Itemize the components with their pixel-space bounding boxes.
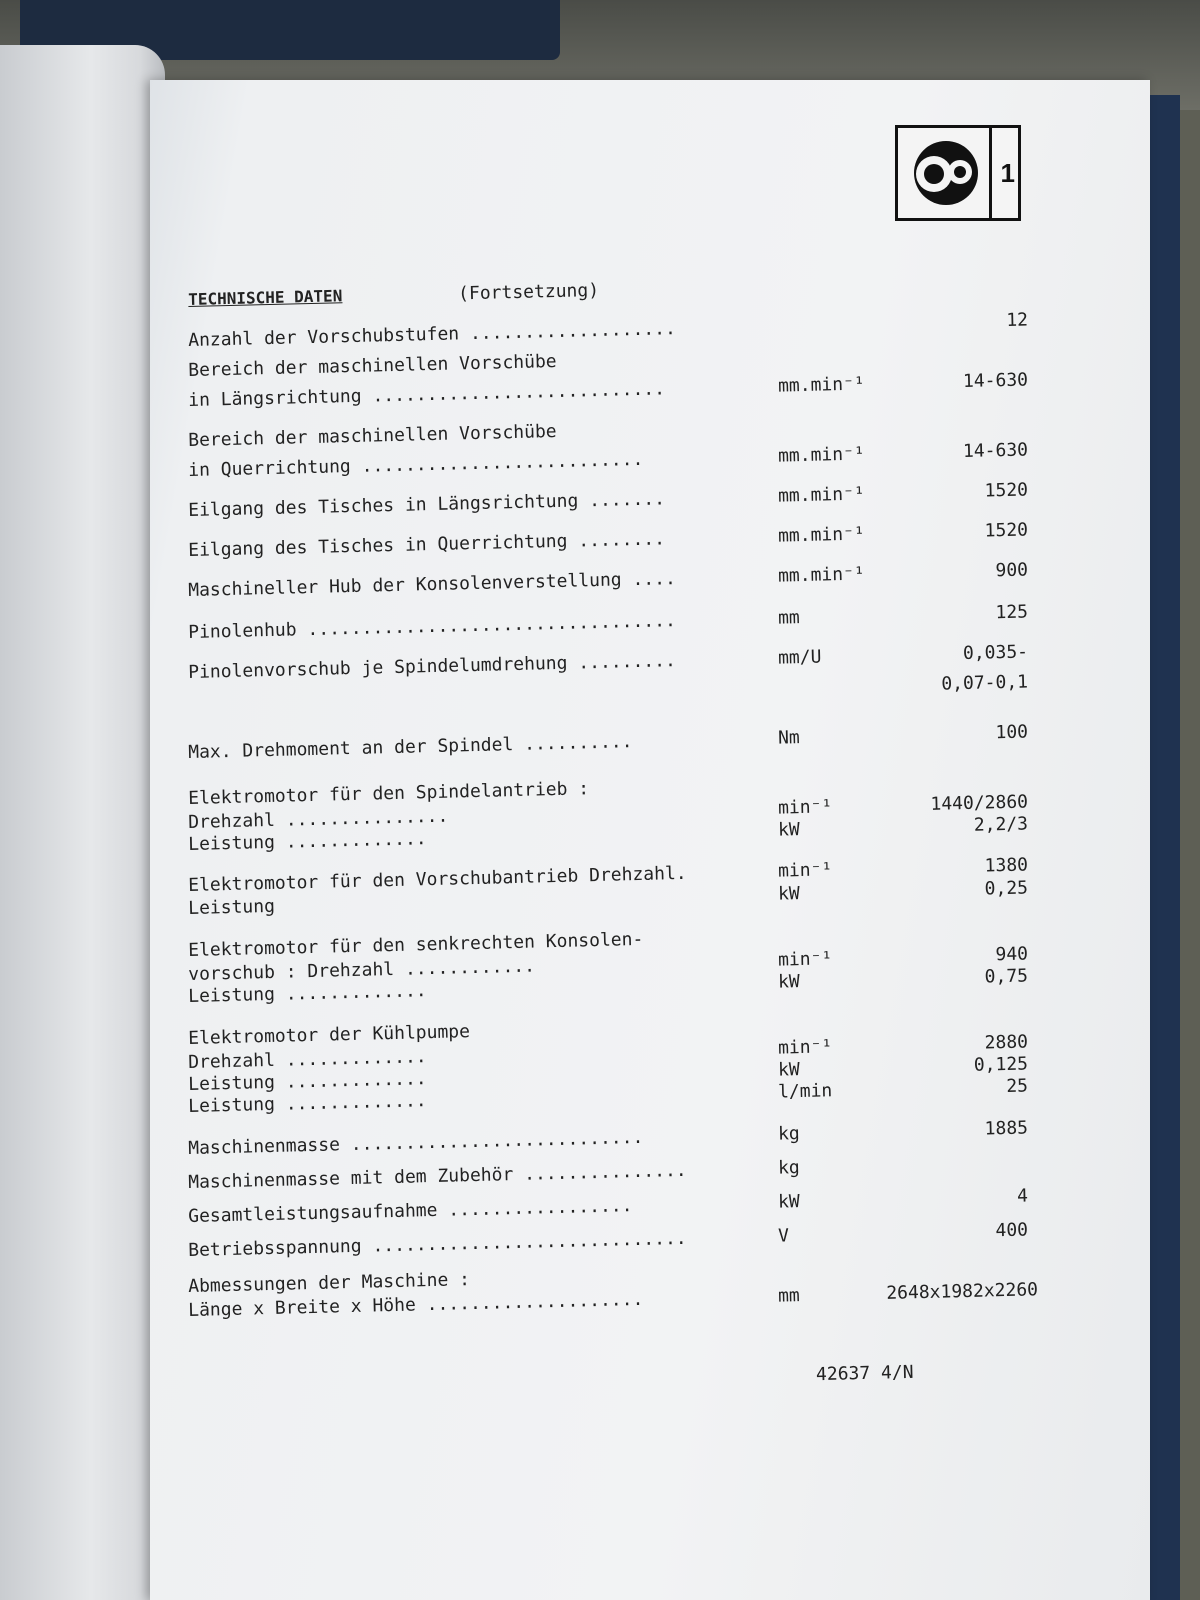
spec-unit: mm.min⁻¹ bbox=[777, 443, 866, 467]
spec-value: 12 bbox=[1006, 309, 1029, 332]
spec-label: vorschub : Drehzahl ............ bbox=[188, 955, 536, 985]
spec-row bbox=[188, 721, 1038, 763]
spec-label: Elektromotor der Kühlpumpe bbox=[188, 1021, 471, 1049]
spec-row bbox=[188, 309, 1038, 351]
spec-label: Maschinenmasse ........................... bbox=[188, 1126, 644, 1159]
spec-label: Eilgang des Tisches in Längsrichtung ....... bbox=[188, 488, 666, 521]
spec-unit: mm bbox=[777, 1285, 801, 1307]
document-page bbox=[150, 80, 1150, 1600]
spec-value: 4 bbox=[1016, 1185, 1029, 1207]
spec-value: 2,2/3 bbox=[973, 813, 1029, 836]
spec-value: 1885 bbox=[984, 1117, 1029, 1140]
spec-label: Eilgang des Tisches in Querrichtung ........ bbox=[188, 528, 666, 561]
spec-label: Elektromotor für den Vorschubantrieb Drehzahl. bbox=[188, 862, 687, 896]
spec-label: Maschinenmasse mit dem Zubehör ............... bbox=[188, 1159, 687, 1193]
spec-value: 125 bbox=[995, 601, 1029, 624]
spec-label: Leistung ............. bbox=[188, 1068, 427, 1095]
spec-unit: min⁻¹ bbox=[777, 796, 833, 819]
spec-label: Bereich der maschinellen Vorschübe bbox=[188, 420, 557, 451]
spec-unit: kW bbox=[777, 883, 801, 905]
spec-unit: min⁻¹ bbox=[777, 948, 833, 971]
spec-unit: mm.min⁻¹ bbox=[777, 563, 866, 587]
spec-value: 2648x1982x2260 bbox=[886, 1279, 1039, 1304]
spec-label: Bereich der maschinellen Vorschübe bbox=[188, 350, 557, 381]
spec-value: 2880 bbox=[984, 1031, 1029, 1054]
spec-value: 0,035- bbox=[962, 641, 1029, 665]
spec-unit: mm.min⁻¹ bbox=[777, 523, 866, 547]
spec-value: 100 bbox=[995, 721, 1029, 744]
logo-box bbox=[895, 125, 1021, 221]
spec-value: 14-630 bbox=[962, 369, 1029, 393]
spec-label: Pinolenvorschub je Spindelumdrehung ......... bbox=[188, 650, 677, 683]
spec-label: in Längsrichtung ........................... bbox=[188, 378, 666, 411]
spec-row bbox=[188, 479, 1038, 521]
section-title: TECHNISCHE DATEN bbox=[188, 286, 343, 309]
spec-value: 14-630 bbox=[962, 439, 1029, 463]
spec-row bbox=[188, 601, 1038, 643]
spec-label: Leistung ............. bbox=[188, 1090, 427, 1117]
spec-label: Leistung ............. bbox=[188, 980, 427, 1007]
spec-value: 0,125 bbox=[973, 1053, 1029, 1076]
spec-value: 0,07-0,1 bbox=[941, 671, 1029, 695]
spec-label: Drehzahl ............... bbox=[188, 805, 449, 833]
spec-label: Gesamtleistungsaufnahme ................. bbox=[188, 1195, 633, 1227]
spec-value: 0,75 bbox=[984, 965, 1029, 988]
logo-number: 1 bbox=[1000, 158, 1015, 188]
spec-unit: mm bbox=[777, 607, 801, 629]
spec-value: 1520 bbox=[984, 519, 1029, 542]
document-reference: 42637 4/N bbox=[815, 1361, 914, 1386]
logo-divider bbox=[989, 128, 992, 218]
spec-unit: kW bbox=[777, 971, 801, 993]
spec-value: 25 bbox=[1006, 1075, 1029, 1098]
spec-value: 940 bbox=[995, 943, 1029, 966]
spec-unit: kW bbox=[777, 1191, 801, 1213]
spec-label: Maschineller Hub der Konsolenverstellung .... bbox=[188, 568, 677, 601]
spec-label: Pinolenhub .................................. bbox=[188, 610, 677, 643]
spec-value bbox=[888, 1151, 1028, 1154]
spec-unit: l/min bbox=[777, 1080, 833, 1103]
spec-row bbox=[188, 519, 1038, 561]
spec-label: in Querrichtung .......................... bbox=[188, 448, 644, 481]
spec-label: Drehzahl ............. bbox=[188, 1046, 427, 1073]
spec-label: Elektromotor für den senkrechten Konsolen- bbox=[188, 928, 644, 961]
spec-value: 1440/2860 bbox=[930, 791, 1029, 815]
spec-label: Elektromotor für den Spindelantrieb : bbox=[188, 778, 590, 809]
spec-unit: mm.min⁻¹ bbox=[777, 483, 866, 507]
spec-label: Länge x Breite x Höhe .................... bbox=[188, 1288, 644, 1321]
spec-label: Leistung bbox=[188, 895, 276, 919]
spec-unit: V bbox=[777, 1225, 790, 1247]
spec-label: Anzahl der Vorschubstufen ................... bbox=[188, 318, 677, 351]
spec-label: Max. Drehmoment an der Spindel .......... bbox=[188, 731, 633, 763]
spec-unit: kg bbox=[777, 1157, 801, 1179]
spec-value: 0,25 bbox=[984, 877, 1029, 900]
section-continuation: (Fortsetzung) bbox=[457, 279, 600, 305]
spec-unit: min⁻¹ bbox=[777, 1036, 833, 1059]
spec-row bbox=[188, 559, 1038, 601]
spec-value: 1520 bbox=[984, 479, 1029, 502]
left-page bbox=[0, 45, 165, 1600]
spec-label: Leistung ............. bbox=[188, 828, 427, 855]
spec-unit: min⁻¹ bbox=[777, 859, 833, 882]
spec-unit: kW bbox=[777, 1059, 801, 1081]
spec-label: Betriebsspannung ............................. bbox=[188, 1227, 687, 1261]
spec-unit: kW bbox=[777, 819, 801, 841]
spec-label: Abmessungen der Maschine : bbox=[188, 1269, 471, 1297]
spec-unit: kg bbox=[777, 1123, 801, 1145]
spec-value: 900 bbox=[995, 559, 1029, 582]
spec-unit: Nm bbox=[777, 727, 801, 749]
spec-unit: mm/U bbox=[777, 646, 822, 669]
spec-value: 1380 bbox=[984, 854, 1029, 877]
manufacturer-logo-icon bbox=[906, 138, 986, 208]
spec-value: 400 bbox=[995, 1219, 1029, 1242]
spec-row bbox=[188, 1117, 1038, 1159]
heading-line bbox=[188, 269, 1038, 309]
spec-unit: mm.min⁻¹ bbox=[777, 373, 866, 397]
